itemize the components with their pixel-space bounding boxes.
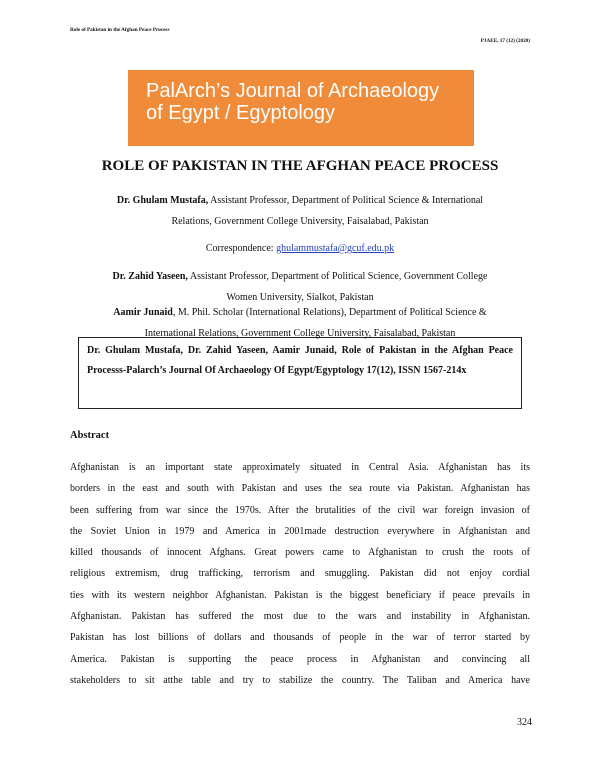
correspondence-email-link[interactable]: ghulammustafa@gcuf.edu.pk [276,243,395,254]
running-header-right: PJAEE, 17 (12) (2020) [480,38,530,44]
author-1-line1: Assistant Professor, Department of Political Science & International [208,195,484,206]
abstract-line: ties with its western neighbor Afghanistan. Pakistan is the biggest beneficiary if peace prevails in [70,589,530,601]
journal-banner-line1: PalArch’s Journal of Archaeology [146,80,440,102]
abstract-body [70,457,530,691]
author-3-line2: International Relations, Government College University, Faisalabad, Pakistan [144,328,456,339]
author-1-name: Dr. Ghulam Mustafa, [116,195,209,206]
author-2-name: Dr. Zahid Yaseen, [112,271,188,282]
abstract-line: America. Pakistan is supporting the peace process in Afghanistan and convincing all [70,653,530,665]
journal-banner-line2: of Egypt / Egyptology [146,102,336,124]
page-number: 324 [517,717,532,728]
abstract-line: the Soviet Union in 1979 and America in 2001made destruction everywhere in Afghanistan and [70,525,530,537]
abstract-line: religious extremism, drug trafficking, terrorism and smuggling. Pakistan did not enjoy cordial [70,568,530,580]
abstract-heading: Abstract [70,430,110,441]
running-header-left: Role of Pakistan in the Afghan Peace Process [70,27,170,33]
abstract-line: stakeholders to sit atthe table and try to stabilize the country. The Taliban and America have [70,674,530,686]
paper-title: ROLE OF PAKISTAN IN THE AFGHAN PEACE PROCESS [101,158,499,174]
abstract-line: borders in the east and south with Pakistan and uses the sea route via Pakistan. Afghanistan has [70,483,530,495]
author-1-line2: Relations, Government College University, Faisalabad, Pakistan [171,216,429,227]
author-2-line1: Assistant Professor, Department of Political Science, Government College [187,271,488,282]
author-3-name: Aamir Junaid [113,307,173,318]
abstract-line: Pakistan has lost billions of dollars and thousands of people in the war of terror started by [70,632,530,644]
abstract-line: Afghanistan. Pakistan has suffered the most due to the wars and instability in Afghanistan. [70,611,530,623]
journal-banner [128,70,474,146]
citation-box: Dr. Ghulam Mustafa, Dr. Zahid Yaseen, Aamir Junaid, Role of Pakistan in the Afghan Peace Processs-Palarch’s Journal Of Archaeology Of Egypt/Egyptology 17(12), ISSN 1567-214x [78,337,522,409]
correspondence [0,243,600,254]
abstract-line: killed thousands of innocent Afghans. Great powers came to Afghanistan to crush the roots of [70,547,530,559]
abstract-line: been suffering from war since the 1970s. After the brutalities of the civil war foreign invasion of [70,504,530,516]
author-3-line1: , M. Phil. Scholar (International Relations), Department of Political Science & [172,307,487,318]
author-2-line2: Women University, Sialkot, Pakistan [226,292,374,303]
abstract-line: Afghanistan is an important state approximately situated in Central Asia. Afghanistan has its [70,462,530,473]
correspondence-label: Correspondence: [205,243,277,254]
author-1-affiliation [60,190,540,232]
